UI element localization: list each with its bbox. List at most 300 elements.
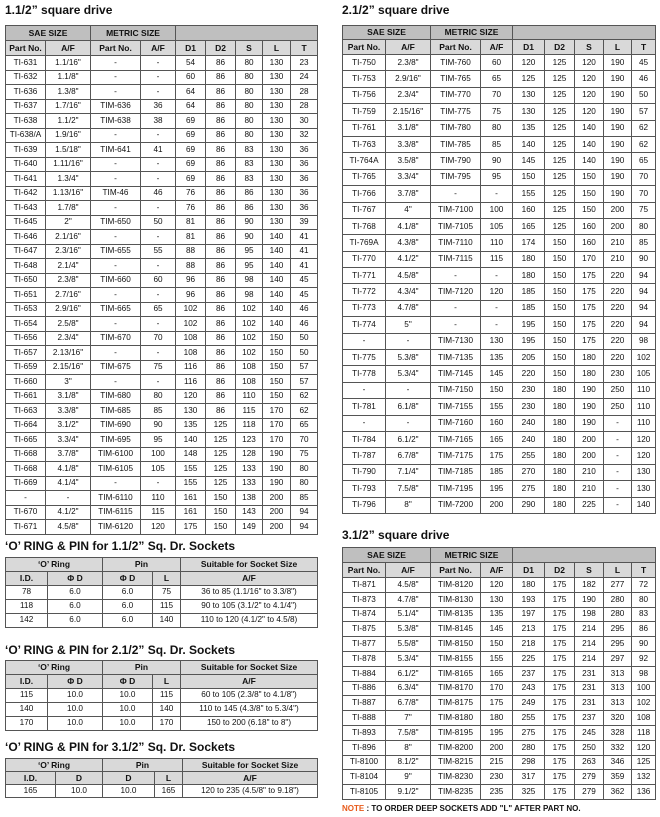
table-cell: TIM-636 — [91, 99, 141, 114]
table-cell: 108 — [176, 331, 206, 346]
table-cell: 210 — [604, 251, 632, 267]
table-cell: 3" — [46, 375, 91, 390]
table-cell: 170 — [6, 717, 48, 731]
table-cell: 110 to 120 (4.1/2" to 4.5/8) — [181, 614, 318, 628]
table-cell: 362 — [604, 785, 632, 800]
table-cell: 3.3/4" — [386, 169, 431, 185]
table-cell: 175 — [481, 448, 513, 464]
table-row — [6, 433, 318, 448]
table-cell: 80 — [141, 389, 176, 404]
table-cell: - — [141, 157, 176, 172]
table-cell: 150 to 200 (6.18" to 8") — [181, 717, 318, 731]
table-cell: 125 — [206, 418, 236, 433]
table-cell: 148 — [176, 447, 206, 462]
table-cell: 10.0 — [56, 785, 103, 798]
table-cell: TI-653 — [6, 302, 46, 317]
table-cell: 2" — [46, 215, 91, 230]
table-row — [343, 666, 656, 681]
table-cell: TI-771 — [343, 268, 386, 284]
table-row — [6, 614, 318, 628]
table-cell: 64 — [176, 85, 206, 100]
table-cell: 280 — [604, 607, 632, 622]
table-cell: 70 — [141, 331, 176, 346]
table-cell: 200 — [604, 218, 632, 234]
table-cell: 2.1/16" — [46, 230, 91, 245]
table-cell: 125 — [545, 87, 575, 103]
table-cell: 175 — [545, 785, 575, 800]
table-cell: 90 to 105 (3.1/2" to 4.1/4") — [181, 600, 318, 614]
table-cell: 70 — [481, 87, 513, 103]
table-row — [343, 464, 656, 480]
table-cell: 62 — [632, 136, 656, 152]
table-cell: - — [91, 346, 141, 361]
table-cell: 230 — [513, 382, 545, 398]
table-cell: 277 — [604, 578, 632, 593]
table-row — [343, 55, 656, 71]
table-row — [343, 169, 656, 185]
table-cell: 32 — [291, 128, 318, 143]
table-cell: TIM-780 — [431, 120, 481, 136]
table-cell: 125 — [545, 71, 575, 87]
table-cell: 83 — [236, 172, 263, 187]
table-cell: 72 — [632, 578, 656, 593]
table-cell: TIM-650 — [91, 215, 141, 230]
table-cell: - — [141, 346, 176, 361]
table-cell: 125 — [206, 476, 236, 491]
table-cell: 110 — [632, 415, 656, 431]
table-cell: 200 — [481, 740, 513, 755]
table-cell: 135 — [176, 418, 206, 433]
table-cell: 39 — [291, 215, 318, 230]
table-cell: 128 — [236, 447, 263, 462]
table-cell: 175 — [545, 711, 575, 726]
table-cell: - — [386, 415, 431, 431]
table-cell: 2.3/8" — [386, 55, 431, 71]
table-row — [6, 172, 318, 187]
table-cell: 249 — [513, 696, 545, 711]
table-cell: 130 — [263, 186, 291, 201]
table-cell: 120 — [632, 448, 656, 464]
table-cell: 175 — [575, 317, 604, 333]
table-cell: 41 — [141, 143, 176, 158]
table-cell: 175 — [575, 268, 604, 284]
table-cell: 76 — [176, 186, 206, 201]
table-cell: 98 — [236, 288, 263, 303]
table-row — [6, 404, 318, 419]
table-cell: 346 — [604, 755, 632, 770]
table-cell: 290 — [513, 497, 545, 513]
table-cell: 175 — [545, 637, 575, 652]
table-cell: 190 — [604, 87, 632, 103]
table-cell: 220 — [604, 300, 632, 316]
table-cell: 95 — [236, 259, 263, 274]
table-cell: 62 — [291, 404, 318, 419]
table-cell: TI-663 — [6, 404, 46, 419]
section-title: ‘O’ RING & PIN for 2.1/2” Sq. Dr. Sockets — [5, 643, 236, 657]
table-cell: TIM-790 — [431, 153, 481, 169]
col-header: A/F — [386, 40, 431, 55]
table-cell: 80 — [236, 128, 263, 143]
oring-group-header: ‘O’ Ring — [6, 759, 103, 772]
table-cell: 75 — [141, 360, 176, 375]
table-cell: 218 — [513, 637, 545, 652]
table-cell: 115 — [153, 600, 181, 614]
table-cell: 23 — [291, 56, 318, 71]
table-cell: 36 — [291, 186, 318, 201]
table-cell: TIM-655 — [91, 244, 141, 259]
table-row — [6, 128, 318, 143]
col-header: L — [604, 563, 632, 578]
table-cell: 215 — [481, 755, 513, 770]
table-cell: 7" — [386, 711, 431, 726]
col-header: D — [103, 772, 155, 785]
table-cell: 170 — [263, 418, 291, 433]
table-cell: TI-787 — [343, 448, 386, 464]
table-cell: 240 — [513, 415, 545, 431]
table-cell: 180 — [545, 464, 575, 480]
column-header-row — [6, 572, 318, 586]
table-cell: 86 — [206, 157, 236, 172]
table-row — [343, 350, 656, 366]
table-cell: 86 — [206, 360, 236, 375]
table-cell: TI-638 — [6, 114, 46, 129]
table-cell: 4.1/2" — [386, 251, 431, 267]
col-header: D2 — [206, 41, 236, 56]
table-cell: 140 — [263, 230, 291, 245]
table-cell: 180 — [513, 578, 545, 593]
table-cell: 4" — [386, 202, 431, 218]
sae-size-header: SAE SIZE — [343, 26, 431, 40]
table-cell: 182 — [575, 578, 604, 593]
table-cell: 88 — [176, 259, 206, 274]
table-cell: TI-775 — [343, 350, 386, 366]
col-header: A/F — [386, 563, 431, 578]
table-cell: 135 — [481, 607, 513, 622]
section-title: ‘O’ RING & PIN for 3.1/2” Sq. Dr. Sockets — [5, 740, 236, 754]
col-header: S — [575, 563, 604, 578]
table-cell: 185 — [513, 300, 545, 316]
table-cell: TI-664 — [6, 418, 46, 433]
col-header: D1 — [513, 563, 545, 578]
metric-size-header: METRIC SIZE — [431, 26, 513, 40]
table-row — [343, 448, 656, 464]
col-header: S — [236, 41, 263, 56]
table-cell: 120 — [632, 431, 656, 447]
table-row — [343, 725, 656, 740]
table-cell: 2.3/4" — [386, 87, 431, 103]
table-row — [6, 389, 318, 404]
table-row — [6, 520, 318, 535]
col-header: A/F — [181, 572, 318, 586]
table-cell: 120 — [513, 55, 545, 71]
col-header: Part No. — [343, 563, 386, 578]
table-cell: 140 — [263, 273, 291, 288]
table-cell: 30 — [291, 114, 318, 129]
table-cell: 86 — [206, 244, 236, 259]
col-header: Φ D — [103, 675, 153, 689]
table-cell: TIM-7100 — [431, 202, 481, 218]
table-cell: 3.3/8" — [46, 404, 91, 419]
table-cell: 75 — [153, 586, 181, 600]
table-cell: 69 — [176, 128, 206, 143]
table-cell: 50 — [291, 331, 318, 346]
table-cell: 86 — [236, 186, 263, 201]
table-cell: TIM-6105 — [91, 462, 141, 477]
table-cell: 94 — [632, 300, 656, 316]
table-cell: 180 — [545, 382, 575, 398]
table-cell: 200 — [604, 202, 632, 218]
table-cell: 86 — [206, 56, 236, 71]
table-cell: 138 — [236, 491, 263, 506]
table-cell: TIM-7160 — [431, 415, 481, 431]
table-cell: 28 — [291, 85, 318, 100]
table-cell: 180 — [513, 268, 545, 284]
table-cell: - — [141, 288, 176, 303]
col-header: Part No. — [431, 40, 481, 55]
table-cell: 10.0 — [103, 785, 155, 798]
table-row — [6, 689, 318, 703]
table-cell: 142 — [6, 614, 48, 628]
col-header: Part No. — [6, 41, 46, 56]
col-header: D2 — [545, 40, 575, 55]
table-row — [6, 586, 318, 600]
table-cell: 175 — [481, 696, 513, 711]
oring-table-2-1-2 — [5, 660, 318, 731]
table-cell: 86 — [206, 273, 236, 288]
table-cell: - — [91, 70, 141, 85]
table-cell: 4.3/8" — [386, 235, 431, 251]
table-cell: 65 — [632, 153, 656, 169]
table-cell: TI-646 — [6, 230, 46, 245]
table-row — [343, 218, 656, 234]
table-cell: 210 — [604, 235, 632, 251]
section-title: 2.1/2” square drive — [342, 3, 450, 17]
table-cell: 160 — [513, 202, 545, 218]
table-cell: TI-884 — [343, 666, 386, 681]
table-cell: TI-639 — [6, 143, 46, 158]
table-cell: 132 — [632, 770, 656, 785]
table-cell: 230 — [481, 770, 513, 785]
table-cell: 1.1/8" — [46, 70, 91, 85]
table-cell: 155 — [481, 651, 513, 666]
table-cell: 150 — [545, 317, 575, 333]
table-cell: 6.7/8" — [386, 696, 431, 711]
oring-table-1-1-2 — [5, 557, 318, 628]
metric-size-header: METRIC SIZE — [431, 548, 513, 563]
table-row — [6, 600, 318, 614]
table-cell: - — [431, 300, 481, 316]
table-cell: 180 — [545, 481, 575, 497]
table-cell: 108 — [236, 375, 263, 390]
table-cell: 92 — [632, 651, 656, 666]
table-cell: 116 — [176, 360, 206, 375]
table-cell: 36 — [291, 143, 318, 158]
table-cell: TI-888 — [343, 711, 386, 726]
table-cell: 86 — [206, 375, 236, 390]
table-cell: - — [431, 268, 481, 284]
table-cell: 161 — [176, 491, 206, 506]
table-cell: 95 — [236, 244, 263, 259]
table-cell: 75 — [632, 202, 656, 218]
table-cell: 190 — [575, 399, 604, 415]
table-cell: 125 — [206, 433, 236, 448]
table-cell: 3.3/8" — [386, 136, 431, 152]
table-row — [343, 120, 656, 136]
table-cell: 80 — [236, 99, 263, 114]
table-cell: 297 — [604, 651, 632, 666]
table-cell: TI-893 — [343, 725, 386, 740]
table-cell: 94 — [632, 268, 656, 284]
table-cell: 1.5/18" — [46, 143, 91, 158]
table-cell: 175 — [545, 592, 575, 607]
table-cell: 230 — [604, 366, 632, 382]
table-cell: 125 — [206, 462, 236, 477]
table-cell: 220 — [604, 350, 632, 366]
table-cell: 102 — [632, 696, 656, 711]
table-cell: 86 — [206, 288, 236, 303]
table-cell: 28 — [291, 99, 318, 114]
table-cell: 5.1/4" — [386, 607, 431, 622]
table-cell: 150 — [545, 366, 575, 382]
table-row — [6, 114, 318, 129]
table-row — [6, 186, 318, 201]
table-cell: 55 — [141, 244, 176, 259]
table-row — [343, 153, 656, 169]
table-cell: 8" — [386, 497, 431, 513]
table-cell: 83 — [236, 143, 263, 158]
table-cell: 4.7/8" — [386, 592, 431, 607]
table-cell: 145 — [481, 622, 513, 637]
table-row — [343, 770, 656, 785]
table-cell: TIM-685 — [91, 404, 141, 419]
table-cell: 133 — [236, 476, 263, 491]
table-cell: 57 — [632, 104, 656, 120]
table-cell: 237 — [575, 711, 604, 726]
table-cell: 120 — [632, 740, 656, 755]
col-header: L — [155, 772, 183, 785]
table-cell: 143 — [236, 505, 263, 520]
table-cell: 140 — [575, 120, 604, 136]
table-cell: 45 — [291, 288, 318, 303]
table-cell: TI-778 — [343, 366, 386, 382]
table-cell: 1.7/16" — [46, 99, 91, 114]
table-cell: 5.3/4" — [386, 651, 431, 666]
table-cell: TIM-690 — [91, 418, 141, 433]
table-cell: 2.15/16" — [386, 104, 431, 120]
table-cell: TI-8100 — [343, 755, 386, 770]
table-cell: 140 — [263, 302, 291, 317]
table-cell: TI-873 — [343, 592, 386, 607]
table-cell: 1.9/16" — [46, 128, 91, 143]
table-cell: 180 — [545, 497, 575, 513]
table-cell: 86 — [236, 201, 263, 216]
table-cell: 36 — [291, 201, 318, 216]
table-cell: 105 — [141, 462, 176, 477]
table-cell: 130 — [263, 99, 291, 114]
table-cell: 10.0 — [103, 717, 153, 731]
table-cell: 86 — [206, 404, 236, 419]
table-cell: 6.0 — [48, 614, 103, 628]
table-cell: TI-643 — [6, 201, 46, 216]
table-row — [343, 711, 656, 726]
oring-group-header: ‘O’ Ring — [6, 661, 103, 675]
col-header: D1 — [176, 41, 206, 56]
table-cell: 125 — [545, 55, 575, 71]
table-cell: 170 — [575, 251, 604, 267]
table-row — [6, 505, 318, 520]
table-cell: 279 — [575, 785, 604, 800]
table-cell: 190 — [575, 382, 604, 398]
table-row — [343, 382, 656, 398]
table-cell: - — [604, 415, 632, 431]
table-row — [6, 259, 318, 274]
table-cell: 185 — [513, 284, 545, 300]
col-header: T — [632, 563, 656, 578]
table-cell: TI-670 — [6, 505, 46, 520]
table-cell: 36 to 85 (1.1/16" to 3.3/8") — [181, 586, 318, 600]
drive-table-3-1-2 — [342, 547, 656, 800]
sae-size-header: SAE SIZE — [343, 548, 431, 563]
table-cell: 155 — [481, 399, 513, 415]
table-cell: 175 — [176, 520, 206, 535]
table-cell: 140 — [632, 497, 656, 513]
section-drive-3-1-2 — [342, 528, 449, 542]
table-cell: 116 — [176, 375, 206, 390]
table-cell: 3.7/8" — [46, 447, 91, 462]
table-cell: 41 — [291, 259, 318, 274]
table-cell: 279 — [575, 770, 604, 785]
table-cell: TI-896 — [343, 740, 386, 755]
table-cell: 180 — [481, 711, 513, 726]
table-cell: 197 — [513, 607, 545, 622]
table-cell: 140 — [575, 136, 604, 152]
column-header-row — [343, 40, 656, 55]
section-oring-1-1-2 — [5, 539, 235, 553]
table-cell: - — [141, 375, 176, 390]
table-cell: TI-770 — [343, 251, 386, 267]
table-cell: 7.1/4" — [386, 464, 431, 480]
table-cell: 125 — [545, 153, 575, 169]
table-cell: TIM-7145 — [431, 366, 481, 382]
table-cell: TIM-8135 — [431, 607, 481, 622]
col-header: Part No. — [343, 40, 386, 55]
table-cell: 86 — [206, 201, 236, 216]
table-cell: 190 — [575, 592, 604, 607]
table-cell: 86 — [632, 622, 656, 637]
table-cell: - — [91, 157, 141, 172]
table-cell: 313 — [604, 666, 632, 681]
table-cell: 65 — [481, 71, 513, 87]
table-row — [6, 201, 318, 216]
table-cell: 60 — [176, 70, 206, 85]
table-cell: 198 — [575, 607, 604, 622]
table-cell: 130 — [263, 114, 291, 129]
table-cell: TI-768 — [343, 218, 386, 234]
table-cell: TIM-8150 — [431, 637, 481, 652]
table-cell: TIM-760 — [431, 55, 481, 71]
table-cell: 125 — [545, 120, 575, 136]
table-cell: TI-638/A — [6, 128, 46, 143]
section-title: ‘O’ RING & PIN for 1.1/2” Sq. Dr. Sockets — [5, 539, 236, 553]
table-cell: TI-773 — [343, 300, 386, 316]
table-cell: 88 — [176, 244, 206, 259]
socket-table — [342, 547, 656, 800]
table-cell: TIM-8230 — [431, 770, 481, 785]
table-cell: TIM-8175 — [431, 696, 481, 711]
table-cell: TI-642 — [6, 186, 46, 201]
table-cell: 118 — [236, 418, 263, 433]
table-cell: - — [46, 491, 91, 506]
